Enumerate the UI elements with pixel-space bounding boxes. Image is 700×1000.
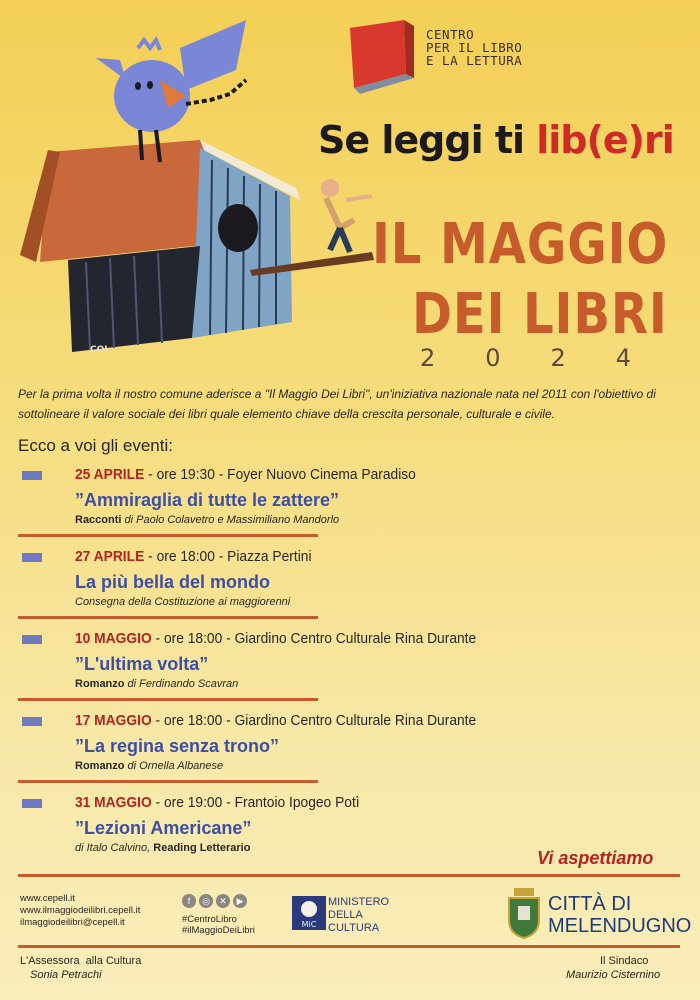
event-place: Giardino Centro Culturale Rina Durante xyxy=(234,712,477,729)
event-date: 25 APRILE xyxy=(75,466,145,483)
event-time: ore 19:30 xyxy=(156,466,215,483)
footer-links xyxy=(20,893,140,929)
event-time: ore 19:00 xyxy=(163,794,223,811)
event-sub-italic: di Paolo Colavetro e Massimiliano Mandorlo xyxy=(121,514,340,526)
event-sub-italic: di Ferdinando Scavran xyxy=(124,678,239,690)
coat-of-arms-icon xyxy=(506,888,542,940)
event-subtitle xyxy=(75,514,339,526)
citta-di-melendugno xyxy=(548,893,691,937)
intro-text: Per la prima volta il nostro comune aderisce a "Il Maggio Dei Libri", un'iniziativa nazionale nata nel 2011 con l'obiettivo di sottolineare il valore sociale dei libri quale elemento chiave della crescita personale, culturale e civile. xyxy=(18,387,656,421)
website-link[interactable]: www.cepell.it xyxy=(20,893,75,904)
x-icon[interactable]: ✕ xyxy=(216,894,230,908)
event-sub-bold: Romanzo xyxy=(75,760,125,772)
divider xyxy=(18,616,318,619)
ministero-line: MINISTERO xyxy=(328,896,390,908)
event-bullet xyxy=(22,471,42,480)
signature-name: Maurizio Cisternino xyxy=(566,969,661,981)
social-icons xyxy=(182,891,250,909)
youtube-icon[interactable]: ▶ xyxy=(233,894,247,908)
event-title: La più bella del mondo xyxy=(75,572,271,592)
citta-line: MELENDUGNO xyxy=(548,915,692,937)
ministero-line: CULTURA xyxy=(328,922,380,934)
assessora-signature xyxy=(20,954,141,982)
event-date: 31 MAGGIO xyxy=(75,794,152,811)
divider xyxy=(18,945,680,948)
divider xyxy=(18,534,318,537)
ministero-line: DELLA xyxy=(328,909,363,921)
slogan-black: Se leggi ti xyxy=(318,118,537,162)
illustrator-signature: COI xyxy=(90,345,108,355)
event-time: ore 18:00 xyxy=(163,712,223,729)
title-line-2: DEI LIBRI xyxy=(412,282,668,347)
divider xyxy=(18,698,318,701)
event-place: Giardino Centro Culturale Rina Durante xyxy=(234,630,477,647)
event-time: ore 18:00 xyxy=(163,630,223,647)
event-date: 17 MAGGIO xyxy=(75,712,152,729)
event-sub-bold: Romanzo xyxy=(75,678,125,690)
cepell-logo-text xyxy=(426,28,522,67)
event-header: 31 MAGGIO - ore 19:00 - Frantoio Ipogeo Potì xyxy=(75,794,360,811)
event-place: Foyer Nuovo Cinema Paradiso xyxy=(227,466,416,483)
website-link[interactable]: www.ilmaggiodeilibri.cepell.it xyxy=(20,905,141,916)
event-sub-italic: Consegna della Costituzione ai maggiorenni xyxy=(75,596,291,608)
event-subtitle xyxy=(75,760,223,772)
logo-line: CENTRO xyxy=(426,27,475,42)
event-place: Frantoio Ipogeo Potì xyxy=(234,794,360,811)
events-heading: Ecco a voi gli eventi: xyxy=(18,436,173,455)
year: 2024 xyxy=(420,344,682,372)
event-title: ”Lezioni Americane” xyxy=(75,818,252,838)
title-line-1: IL MAGGIO xyxy=(372,212,669,277)
hashtag: #ilMaggioDeiLibri xyxy=(182,925,255,936)
event-time: ore 18:00 xyxy=(156,548,215,565)
sindaco-signature xyxy=(566,954,660,982)
ministero-logo-icon xyxy=(292,896,326,930)
divider xyxy=(18,874,680,877)
facebook-icon[interactable]: f xyxy=(182,894,196,908)
event-bullet xyxy=(22,799,42,808)
event-bullet xyxy=(22,635,42,644)
hashtag: #CentroLibro xyxy=(182,914,237,925)
event-subtitle xyxy=(75,678,238,690)
citta-line: CITTÀ DI xyxy=(548,893,632,915)
email-link[interactable]: ilmaggiodeilibri@cepell.it xyxy=(20,917,125,928)
event-header: 10 MAGGIO - ore 18:00 - Giardino Centro Culturale Rina Durante xyxy=(75,630,477,647)
event-bullet xyxy=(22,553,42,562)
event-sub-italic: di Italo Calvino, xyxy=(75,842,154,854)
logo-line: PER IL LIBRO xyxy=(426,40,523,55)
birdhouse-illustration xyxy=(0,0,400,380)
signature-name: Sonia Petrachi xyxy=(30,969,102,981)
event-subtitle xyxy=(75,596,290,608)
event-sub-italic: di Ornella Albanese xyxy=(124,760,224,772)
instagram-icon[interactable]: ◎ xyxy=(199,894,213,908)
ministero-text xyxy=(328,896,389,935)
event-date: 27 APRILE xyxy=(75,548,145,565)
event-bullet xyxy=(22,717,42,726)
event-title: ”La regina senza trono” xyxy=(75,736,280,756)
mic-label: MiC xyxy=(301,920,317,929)
event-title: ”Ammiraglia di tutte le zattere” xyxy=(75,490,340,510)
slogan xyxy=(318,118,674,162)
slogan-red: lib(e)ri xyxy=(536,118,674,162)
event-header: 27 APRILE - ore 18:00 - Piazza Pertini xyxy=(75,548,312,565)
event-header: 25 APRILE - ore 19:30 - Foyer Nuovo Cinema Paradiso xyxy=(75,466,416,483)
event-header: 17 MAGGIO - ore 18:00 - Giardino Centro Culturale Rina Durante xyxy=(75,712,477,729)
closing-text: Vi aspettiamo xyxy=(537,848,654,868)
event-place: Piazza Pertini xyxy=(227,548,312,565)
event-date: 10 MAGGIO xyxy=(75,630,152,647)
signature-role: L'Assessora alla Cultura xyxy=(20,955,142,967)
divider xyxy=(18,780,318,783)
event-sub-bold: Reading Letterario xyxy=(153,842,251,854)
hashtags xyxy=(182,914,255,936)
logo-line: E LA LETTURA xyxy=(426,53,523,68)
signature-role: Il Sindaco xyxy=(600,955,649,967)
event-subtitle xyxy=(75,842,250,854)
event-title: ”L'ultima volta” xyxy=(75,654,209,674)
event-sub-bold: Racconti xyxy=(75,514,122,526)
